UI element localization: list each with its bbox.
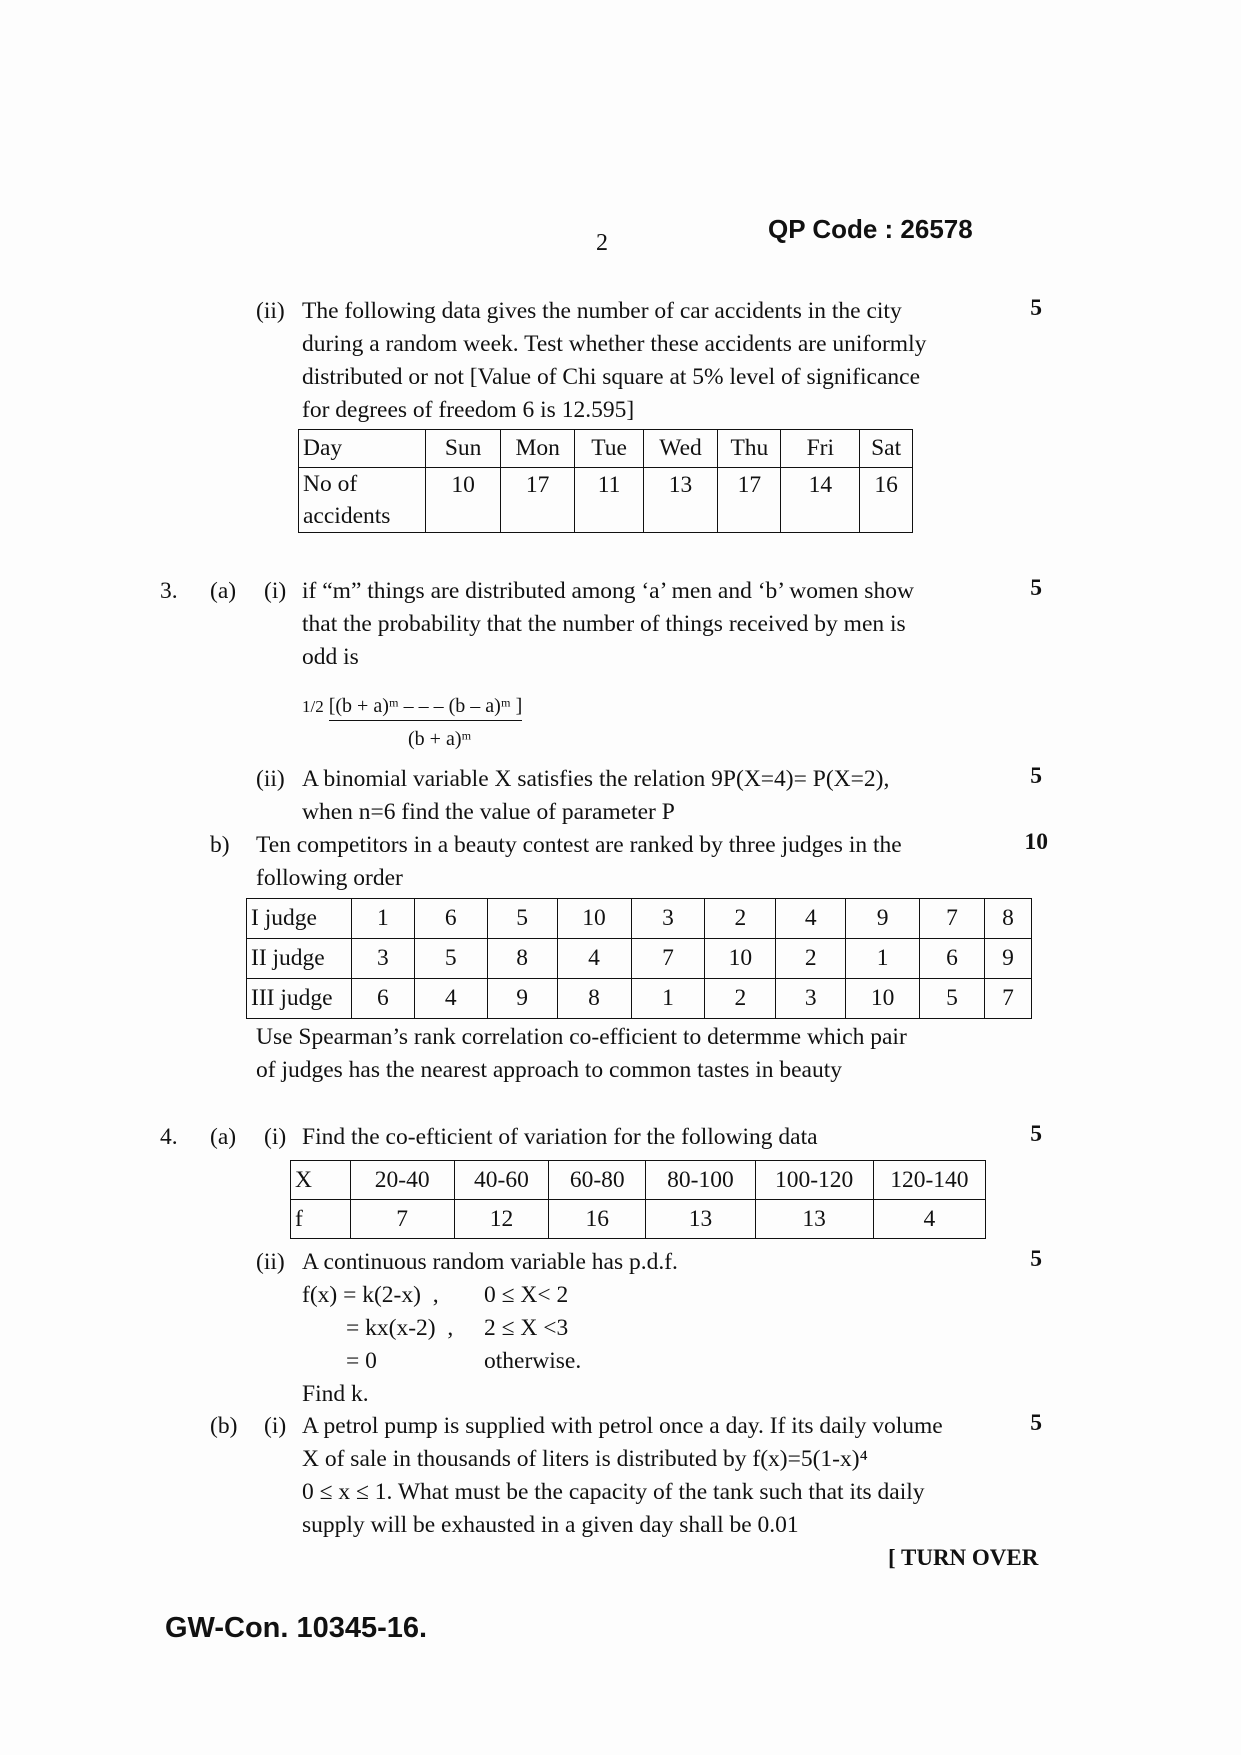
table-cell: 12 [454,1200,548,1239]
formula-denominator: (b + a)ᵐ [408,728,472,750]
table-cell: 10 [426,468,501,533]
q4-bi-marks: 5 [1030,1410,1042,1436]
table-cell: 1 [351,899,414,939]
q2b-ii-marks: 5 [1030,295,1042,321]
q4-aii-text: A continuous random variable has p.d.f. [302,1249,678,1275]
table-cell: 80-100 [646,1161,755,1200]
table-cell: 1 [631,979,705,1019]
formula-prefix: 1/2 [302,697,324,716]
q4-aii-marks: 5 [1030,1246,1042,1272]
text-line: A binomial variable X satisfies the relation 9P(X=4)= P(X=2), [302,766,890,792]
table-cell: 16 [549,1200,646,1239]
turn-over: [ TURN OVER [888,1545,1039,1570]
q4-number: 4. [160,1124,178,1150]
formula-numerator: [(b + a)ᵐ – – – (b – a)ᵐ ] [329,695,523,721]
q2b-ii-text [302,295,926,427]
text-line: during a random week. Test whether these accidents are uniformly [302,331,927,357]
text-line: Ten competitors in a beauty contest are ranked by three judges in the [256,832,902,858]
table-cell: 6 [414,899,487,939]
table-cell: 7 [631,939,705,979]
table-cell: 7 [920,899,985,939]
accidents-table [298,429,913,533]
text-line: The following data gives the number of car accidents in the city [302,298,902,324]
text-line: that the probability that the number of things received by men is [302,611,906,637]
table-cell: 2 [705,979,776,1019]
table-cell: 3 [776,979,846,1019]
table-cell: 2 [776,939,846,979]
table-cell: 3 [351,939,414,979]
table-cell: Day [299,430,426,468]
table-cell: 6 [920,939,985,979]
table-cell: Wed [643,430,718,468]
table-cell: 10 [705,939,776,979]
table-cell: II judge [247,939,352,979]
frequency-table [290,1160,986,1239]
table-cell: 8 [557,979,631,1019]
table-cell: 9 [985,939,1032,979]
text-line: of judges has the nearest approach to common tastes in beauty [256,1057,843,1083]
table-cell: Tue [575,430,643,468]
pdf-line-2-expr: = kx(x-2) , [346,1315,454,1341]
table-cell: Sun [426,430,501,468]
row-label-line: No of [303,471,358,497]
text-line: 0 ≤ x ≤ 1. What must be the capacity of the tank such that its daily [302,1479,925,1505]
row-label-line: accidents [303,503,391,529]
q3-b-marks: 10 [1024,829,1048,855]
table-cell: I judge [247,899,352,939]
pdf-line-1-expr: f(x) = k(2-x) , [302,1282,439,1308]
text-line: when n=6 find the value of parameter P [302,799,675,825]
table-cell: 20-40 [350,1161,454,1200]
table-cell: 14 [781,468,860,533]
table-row [291,1200,986,1239]
table-cell: 7 [985,979,1032,1019]
q4-b-label: (b) [210,1413,238,1439]
table-cell: 13 [646,1200,755,1239]
table-cell: III judge [247,979,352,1019]
judges-table [246,898,1032,1019]
q4-ai-marks: 5 [1030,1121,1042,1147]
table-row [247,979,1032,1019]
pdf-line-3-cond: otherwise. [484,1348,582,1374]
q4-bi-label: (i) [264,1413,287,1439]
q3-ai-label: (i) [264,578,287,604]
q3-ai-marks: 5 [1030,575,1042,601]
table-cell [299,468,426,533]
table-cell: 5 [920,979,985,1019]
q4-bi-text [302,1410,943,1542]
q4-a-label: (a) [210,1124,237,1150]
table-cell: 7 [350,1200,454,1239]
pdf-line-1-cond: 0 ≤ X< 2 [484,1282,569,1308]
q4-aii-label: (ii) [256,1249,285,1275]
table-cell: 17 [718,468,781,533]
q3-a-label: (a) [210,578,237,604]
qp-code: QP Code : 26578 [768,214,973,244]
table-cell: 60-80 [549,1161,646,1200]
table-cell: 8 [985,899,1032,939]
page-number: 2 [596,230,608,256]
q3-b-after-text [256,1021,907,1087]
table-row [291,1161,986,1200]
table-cell: Fri [781,430,860,468]
table-cell: X [291,1161,351,1200]
text-line: Use Spearman’s rank correlation co-efficient to determme which pair [256,1024,907,1050]
formula [302,695,522,721]
table-cell: 5 [414,939,487,979]
text-line: if “m” things are distributed among ‘a’ men and ‘b’ women show [302,578,914,604]
q2b-ii-label: (ii) [256,298,285,324]
q3-b-text [256,829,902,895]
pdf-line-2-cond: 2 ≤ X <3 [484,1315,569,1341]
q3-number: 3. [160,578,178,604]
table-cell: 9 [487,979,557,1019]
table-row [247,899,1032,939]
q4-ai-label: (i) [264,1124,287,1150]
exam-code: GW-Con. 10345-16. [165,1612,428,1644]
table-cell: 17 [500,468,575,533]
table-cell: Mon [500,430,575,468]
q3-aii-text [302,763,889,829]
text-line: X of sale in thousands of liters is distributed by f(x)=5(1-x)⁴ [302,1446,868,1472]
table-cell: 2 [705,899,776,939]
table-cell: Thu [718,430,781,468]
pdf-line-3-expr: = 0 [346,1348,377,1374]
table-cell: 16 [860,468,913,533]
text-line: supply will be exhausted in a given day shall be 0.01 [302,1512,799,1538]
text-line: following order [256,865,403,891]
q4-ai-text: Find the co-efticient of variation for the following data [302,1124,818,1150]
table-cell: 9 [846,899,920,939]
text-line: distributed or not [Value of Chi square at 5% level of significance [302,364,920,390]
table-cell: 8 [487,939,557,979]
table-cell: 4 [776,899,846,939]
table-cell: 1 [846,939,920,979]
table-cell: 3 [631,899,705,939]
table-cell: 6 [351,979,414,1019]
table-cell: 10 [846,979,920,1019]
table-cell: f [291,1200,351,1239]
table-cell: 100-120 [755,1161,873,1200]
table-row [299,468,913,533]
text-line: A petrol pump is supplied with petrol once a day. If its daily volume [302,1413,943,1439]
table-cell: 4 [873,1200,985,1239]
table-cell: 13 [643,468,718,533]
table-cell: 13 [755,1200,873,1239]
table-cell: 10 [557,899,631,939]
q3-ai-text [302,575,914,674]
text-line: for degrees of freedom 6 is 12.595] [302,397,635,423]
table-cell: 4 [557,939,631,979]
q3-aii-label: (ii) [256,766,285,792]
table-cell: Sat [860,430,913,468]
find-k: Find k. [302,1381,369,1407]
table-cell: 4 [414,979,487,1019]
table-cell: 11 [575,468,643,533]
table-row [299,430,913,468]
table-cell: 5 [487,899,557,939]
table-cell: 120-140 [873,1161,985,1200]
q3-b-label: b) [210,832,230,858]
text-line: odd is [302,644,359,670]
table-cell: 40-60 [454,1161,548,1200]
q3-aii-marks: 5 [1030,763,1042,789]
table-row [247,939,1032,979]
